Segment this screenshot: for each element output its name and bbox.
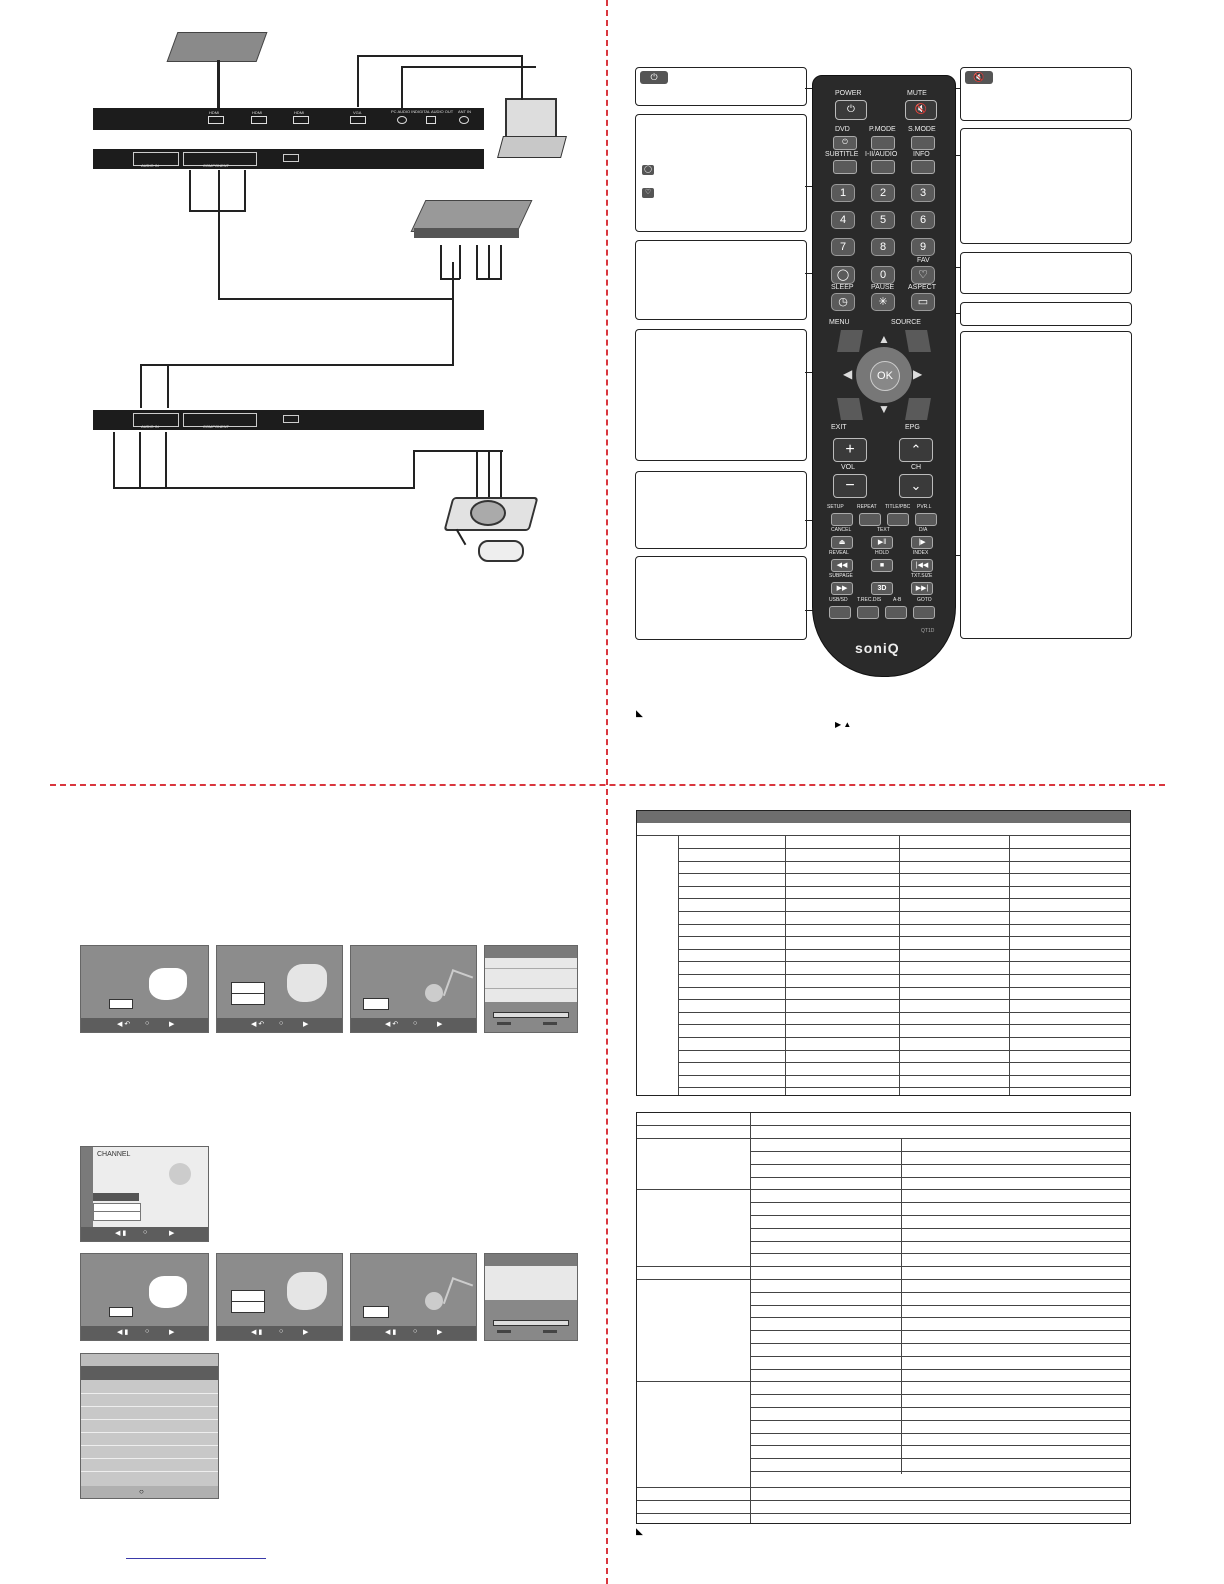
spec-table-1 [636, 810, 1131, 1096]
setup-screen-antenna-2: ◀ ▮ ○ ▶ [350, 1253, 477, 1341]
pvr-l-button[interactable] [915, 513, 937, 526]
table-row-line [678, 1087, 1130, 1088]
key-4[interactable]: 4 [831, 211, 855, 229]
vga-label: VGA [353, 110, 362, 115]
3d-button[interactable]: 3D [871, 582, 893, 595]
table-row-line [678, 936, 1130, 937]
vol-up-button[interactable]: + [833, 438, 867, 462]
table-row-line [750, 1253, 1130, 1254]
spec-table-2 [636, 1112, 1131, 1524]
sleep-button[interactable]: ◷ [831, 293, 855, 311]
table-group-line [637, 1266, 750, 1267]
satellite-dish-icon [425, 984, 443, 1002]
vol-down-button[interactable]: − [833, 474, 867, 498]
hdmi-2-label: HDMI [252, 110, 263, 115]
callout-modes [960, 128, 1132, 244]
table-row-line [750, 1458, 1130, 1459]
key-7[interactable]: 7 [831, 238, 855, 256]
recall-button[interactable]: ◯ [831, 266, 855, 284]
table-row-line [678, 1024, 1130, 1025]
component-label-2: COMPONENT [203, 424, 229, 429]
table-row-line [750, 1487, 1130, 1488]
brand-logo: soniQ [855, 640, 900, 656]
table-row-line [678, 1075, 1130, 1076]
table-row-line [678, 924, 1130, 925]
audio-in-label-2: AUDIO IN [141, 424, 159, 429]
table-row-line [678, 1037, 1130, 1038]
remote-control [812, 75, 956, 677]
arrow-keys-icon: ▶ ▲ [835, 720, 852, 729]
setup-label: SETUP [827, 504, 844, 510]
setup-screen-region: ◀ ↶ ○ ▶ [216, 945, 343, 1033]
ok-icon: ○ [139, 1487, 144, 1496]
key-0[interactable]: 0 [871, 266, 895, 284]
blue-button[interactable] [913, 606, 935, 619]
dvd-button[interactable]: ⏻ [833, 136, 857, 150]
vol-label: VOL [841, 464, 856, 471]
table-row-line [678, 886, 1130, 887]
ok-button[interactable]: OK [870, 361, 900, 391]
table-row-line [678, 873, 1130, 874]
note-icon-2: ◣ [636, 1526, 643, 1536]
key-9[interactable]: 9 [911, 238, 935, 256]
right-arrow-icon[interactable]: ▶ [913, 367, 923, 381]
table-row-line [750, 1369, 1130, 1370]
note-icon: ◣ [636, 708, 643, 718]
prev-button[interactable]: |◀◀ [911, 559, 933, 572]
game-controller [478, 540, 524, 562]
callout-setup [635, 471, 807, 549]
rewind-button[interactable]: ◀◀ [831, 559, 853, 572]
horizontal-fold-line [50, 784, 1165, 786]
australia-map-icon [149, 968, 187, 1000]
mute-label: MUTE [907, 90, 927, 97]
table-row-line [750, 1151, 1130, 1152]
key-2[interactable]: 2 [871, 184, 895, 202]
title-pbc-label: TITLE/PBC [885, 504, 911, 510]
key-5[interactable]: 5 [871, 211, 895, 229]
table-row-line [750, 1445, 1130, 1446]
pmode-button[interactable] [871, 136, 895, 150]
eject-button[interactable]: ⏏ [831, 536, 853, 549]
recall-icon: ◯ [642, 165, 654, 175]
table-row-line [750, 1356, 1130, 1357]
setup-screen-country [80, 945, 209, 1033]
table-row-line [750, 1513, 1130, 1514]
fast-forward-button[interactable]: ▶▶ [831, 582, 853, 595]
set-top-box-device [167, 32, 268, 62]
table-row-line [750, 1228, 1130, 1229]
table-row-line [678, 848, 1130, 849]
table-row-line [750, 1317, 1130, 1318]
green-button[interactable] [857, 606, 879, 619]
fav-button[interactable]: ♡ [911, 266, 935, 284]
stop-button[interactable]: ■ [871, 559, 893, 572]
tv-rear-panel-side [93, 149, 484, 169]
aspect-button[interactable]: ▭ [911, 293, 935, 311]
down-arrow-icon[interactable]: ▼ [878, 402, 890, 416]
index-label: INDEX [913, 550, 929, 556]
table-row-line [678, 861, 1130, 862]
callout-navigation [635, 329, 807, 461]
table-group-line [637, 1279, 750, 1280]
a-b-label: A-B [893, 597, 902, 603]
digital-audio-out-label: DIGITAL AUDIO OUT [415, 109, 454, 114]
power-button[interactable]: ⏻ [835, 100, 867, 120]
usb-sd-label: USB/SD [829, 597, 848, 603]
up-arrow-icon[interactable]: ▲ [878, 332, 890, 346]
antenna-icon [443, 969, 473, 1003]
table-row-line [678, 987, 1130, 988]
subtitle-button[interactable] [833, 160, 857, 174]
table-row-line [750, 1279, 1130, 1280]
channel-title: CHANNEL [97, 1151, 131, 1158]
callout-power [635, 67, 807, 106]
fav-label: FAV [917, 257, 930, 264]
table-row-line [750, 1420, 1130, 1421]
goto-label: GOTO [917, 597, 932, 603]
setup-screen-progress-2 [484, 1253, 578, 1341]
pc-audio-in-label: PC AUDIO IN [391, 109, 416, 114]
reveal-label: REVEAL [829, 550, 849, 556]
table-row-line [678, 1050, 1130, 1051]
channel-list-screen [80, 1353, 219, 1499]
source-label: SOURCE [891, 319, 921, 326]
key-1[interactable]: 1 [831, 184, 855, 202]
component-label: COMPONENT [203, 163, 229, 168]
table-row-line [678, 1012, 1130, 1013]
hold-label: HOLD [875, 550, 889, 556]
pause-label: PAUSE [871, 284, 895, 291]
callout-sleep [635, 240, 807, 320]
left-nav-icon: ◀ ↶ [117, 1021, 131, 1028]
website-link[interactable] [126, 1558, 266, 1559]
yellow-button[interactable] [885, 606, 907, 619]
txt-size-label: TXT.SIZE [911, 573, 933, 579]
tv-rear-panel-top [93, 108, 484, 130]
i-ii-audio-label: I-II/AUDIO [865, 151, 898, 158]
info-label: INFO [913, 151, 930, 158]
table-group-line [637, 1513, 750, 1514]
vertical-fold-line [606, 0, 608, 1584]
table-row-line [750, 1471, 1130, 1472]
callout-usb [635, 556, 807, 640]
epg-label: EPG [905, 424, 920, 431]
exit-label: EXIT [831, 424, 847, 431]
callout-aspect [960, 252, 1132, 294]
model-label: QT1D [921, 628, 935, 634]
key-6[interactable]: 6 [911, 211, 935, 229]
key-8[interactable]: 8 [871, 238, 895, 256]
pmode-label: P.MODE [869, 126, 896, 133]
source-corner-button[interactable] [905, 330, 931, 352]
subtitle-label: SUBTITLE [825, 151, 859, 158]
table-group-line [637, 1381, 750, 1382]
setup-screen-country-2: ◀ ▮ ○ ▶ [80, 1253, 209, 1341]
cancel-label: CANCEL [831, 527, 852, 533]
channel-menu-screen: CHANNEL ◀ ▮ ○ ▶ [80, 1146, 209, 1242]
favourite-icon: ♡ [642, 188, 654, 198]
dpad [839, 330, 929, 420]
table-row-line [750, 1500, 1130, 1501]
subpage-label: SUBPAGE [829, 573, 853, 579]
power-label: POWER [835, 90, 862, 97]
table-row-line [750, 1189, 1130, 1190]
tv-rear-panel-bottom [93, 410, 484, 430]
audio-in-label: AUDIO IN [141, 163, 159, 168]
table-row-line [678, 999, 1130, 1000]
table-row-line [750, 1241, 1130, 1242]
mute-icon: 🔇 [965, 71, 993, 84]
table-row-line [678, 961, 1130, 962]
ch-down-button[interactable]: ⌄ [899, 474, 933, 498]
title-pbc-button[interactable] [887, 513, 909, 526]
setup-button[interactable] [831, 513, 853, 526]
setup-screen-progress [484, 945, 578, 1033]
table-group-line [637, 1500, 750, 1501]
callout-dvd-subtitle [635, 114, 807, 232]
d-a-label: D/A [919, 527, 928, 533]
exit-corner-button[interactable] [837, 398, 863, 420]
smode-button[interactable] [911, 136, 935, 150]
left-arrow-icon[interactable]: ◀ [843, 367, 853, 381]
table-row-line [750, 1433, 1130, 1434]
setup-screen-antenna: ◀ ↶ ○ ▶ [350, 945, 477, 1033]
ok-nav-icon: ○ [145, 1020, 150, 1027]
table-row-line [750, 1266, 1130, 1267]
key-3[interactable]: 3 [911, 184, 935, 202]
satellite-dish-icon-2 [169, 1163, 191, 1185]
table-row-line [750, 1215, 1130, 1216]
right-nav-icon: ▶ [169, 1021, 175, 1028]
red-button[interactable] [829, 606, 851, 619]
table-group-line [637, 1189, 750, 1190]
table-row-line [678, 974, 1130, 975]
laptop-device [505, 98, 557, 140]
t-rec-dis-label: T.REC.DIS [857, 597, 882, 603]
step-button[interactable]: |▶ [911, 536, 933, 549]
aspect-label: ASPECT [908, 284, 937, 291]
ant-in-label: ANT IN [458, 109, 472, 114]
table-row-line [678, 1062, 1130, 1063]
repeat-button[interactable] [859, 513, 881, 526]
text-label: TEXT [877, 527, 890, 533]
table-row-line [750, 1292, 1130, 1293]
table-row-line [750, 1164, 1130, 1165]
dvd-label: DVD [835, 126, 850, 133]
table-row-line [750, 1381, 1130, 1382]
hdmi-3-label: HDMI [294, 110, 305, 115]
epg-corner-button[interactable] [905, 398, 931, 420]
callout-source [960, 302, 1132, 326]
table-group-line [637, 1487, 750, 1488]
menu-corner-button[interactable] [837, 330, 863, 352]
mute-button[interactable]: 🔇 [905, 100, 937, 120]
pause-button[interactable]: ✳ [871, 293, 895, 311]
table-row-line [678, 949, 1130, 950]
menu-label: MENU [829, 319, 850, 326]
table-row-line [750, 1177, 1130, 1178]
table-row-line [750, 1407, 1130, 1408]
power-icon: ⏻ [640, 71, 668, 84]
table-row-line [750, 1330, 1130, 1331]
i-ii-audio-button[interactable] [871, 160, 895, 174]
sleep-label: SLEEP [831, 284, 854, 291]
ch-label: CH [911, 464, 922, 471]
hdmi-1-label: HDMI [209, 110, 220, 115]
table-row-line [750, 1305, 1130, 1306]
ch-up-button[interactable]: ⌃ [899, 438, 933, 462]
callout-epg-ch [960, 331, 1132, 639]
table-row-line [678, 898, 1130, 899]
repeat-label: REPEAT [857, 504, 877, 510]
setup-screen-region-2: ◀ ▮ ○ ▶ [216, 1253, 343, 1341]
table-row-line [678, 911, 1130, 912]
smode-label: S.MODE [908, 126, 936, 133]
table-row-line [750, 1394, 1130, 1395]
next-button[interactable]: ▶▶| [911, 582, 933, 595]
table-row-line [750, 1202, 1130, 1203]
scan-progress-bar [493, 1012, 569, 1018]
info-button[interactable] [911, 160, 935, 174]
table-row-line [750, 1343, 1130, 1344]
play-pause-button[interactable]: ▶‖ [871, 536, 893, 549]
callout-mute [960, 67, 1132, 121]
pvr-l-label: PVR.L [917, 504, 932, 510]
